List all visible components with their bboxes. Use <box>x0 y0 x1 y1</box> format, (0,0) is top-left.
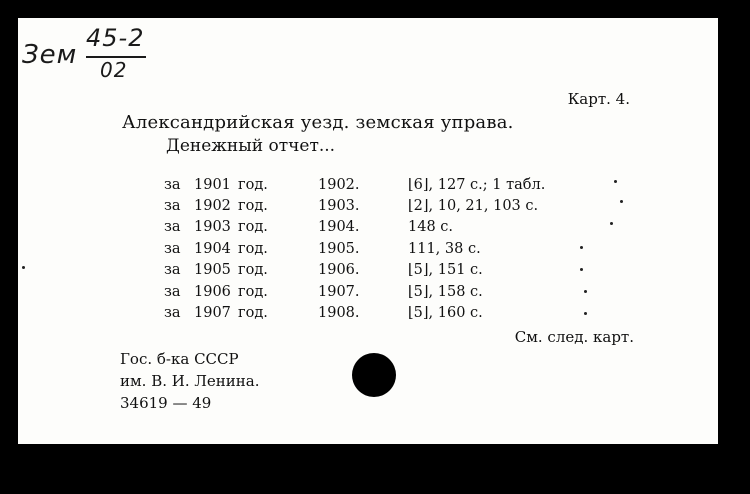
ink-speck <box>584 312 587 315</box>
card-number: Карт. 4. <box>567 90 630 108</box>
row-prefix: за <box>164 262 181 278</box>
row-details: ⌊2⌋, 10, 21, 103 с. <box>408 198 539 214</box>
row-details: ⌊5⌋, 160 с. <box>408 305 483 321</box>
row-details: 148 с. <box>408 219 454 235</box>
row-god: год. <box>238 198 268 214</box>
ink-speck <box>584 290 587 293</box>
row-prefix: за <box>164 177 181 193</box>
row-report-year: 1906. <box>318 262 360 278</box>
row-details: ⌊5⌋, 158 с. <box>408 284 483 300</box>
row-report-year: 1905. <box>318 241 360 257</box>
stamp-line-1: Гос. б-ка СССР <box>120 350 239 368</box>
row-report-year: 1908. <box>318 305 360 321</box>
row-year: 1905 <box>194 262 231 278</box>
row-year: 1906 <box>194 284 231 300</box>
row-prefix: за <box>164 305 181 321</box>
handwritten-number: 45-2 <box>86 24 145 52</box>
row-year: 1904 <box>194 241 231 257</box>
row-report-year: 1904. <box>318 219 360 235</box>
row-details: 111, 38 с. <box>408 241 481 257</box>
handwritten-code: Зем <box>22 40 78 70</box>
row-report-year: 1903. <box>318 198 360 214</box>
stamp-line-3: 34619 — 49 <box>120 394 212 412</box>
library-stamp <box>120 348 259 414</box>
document-title: Денежный отчет... <box>166 136 336 156</box>
row-god: год. <box>238 305 268 321</box>
catalog-card <box>18 18 718 444</box>
see-next-card: См. след. карт. <box>514 328 634 346</box>
row-details: ⌊6⌋, 127 с.; 1 табл. <box>408 177 546 193</box>
organization-heading: Александрийская уезд. земская управа. <box>122 112 514 133</box>
row-report-year: 1907. <box>318 284 360 300</box>
handwritten-denominator: 02 <box>100 58 128 82</box>
row-prefix: за <box>164 219 181 235</box>
row-god: год. <box>238 219 268 235</box>
row-year: 1907 <box>194 305 231 321</box>
ink-speck <box>580 246 583 249</box>
row-year: 1902 <box>194 198 231 214</box>
punch-hole <box>352 353 396 397</box>
row-prefix: за <box>164 241 181 257</box>
row-god: год. <box>238 177 268 193</box>
row-prefix: за <box>164 198 181 214</box>
row-god: год. <box>238 241 268 257</box>
row-god: год. <box>238 262 268 278</box>
row-details: ⌊5⌋, 151 с. <box>408 262 483 278</box>
ink-speck <box>620 200 623 203</box>
row-prefix: за <box>164 284 181 300</box>
ink-speck <box>614 180 617 183</box>
row-year: 1903 <box>194 219 231 235</box>
ink-speck <box>580 268 583 271</box>
row-god: год. <box>238 284 268 300</box>
stamp-line-2: им. В. И. Ленина. <box>120 372 260 390</box>
row-year: 1901 <box>194 177 231 193</box>
row-report-year: 1902. <box>318 177 360 193</box>
ink-speck <box>22 266 25 269</box>
ink-speck <box>610 222 613 225</box>
